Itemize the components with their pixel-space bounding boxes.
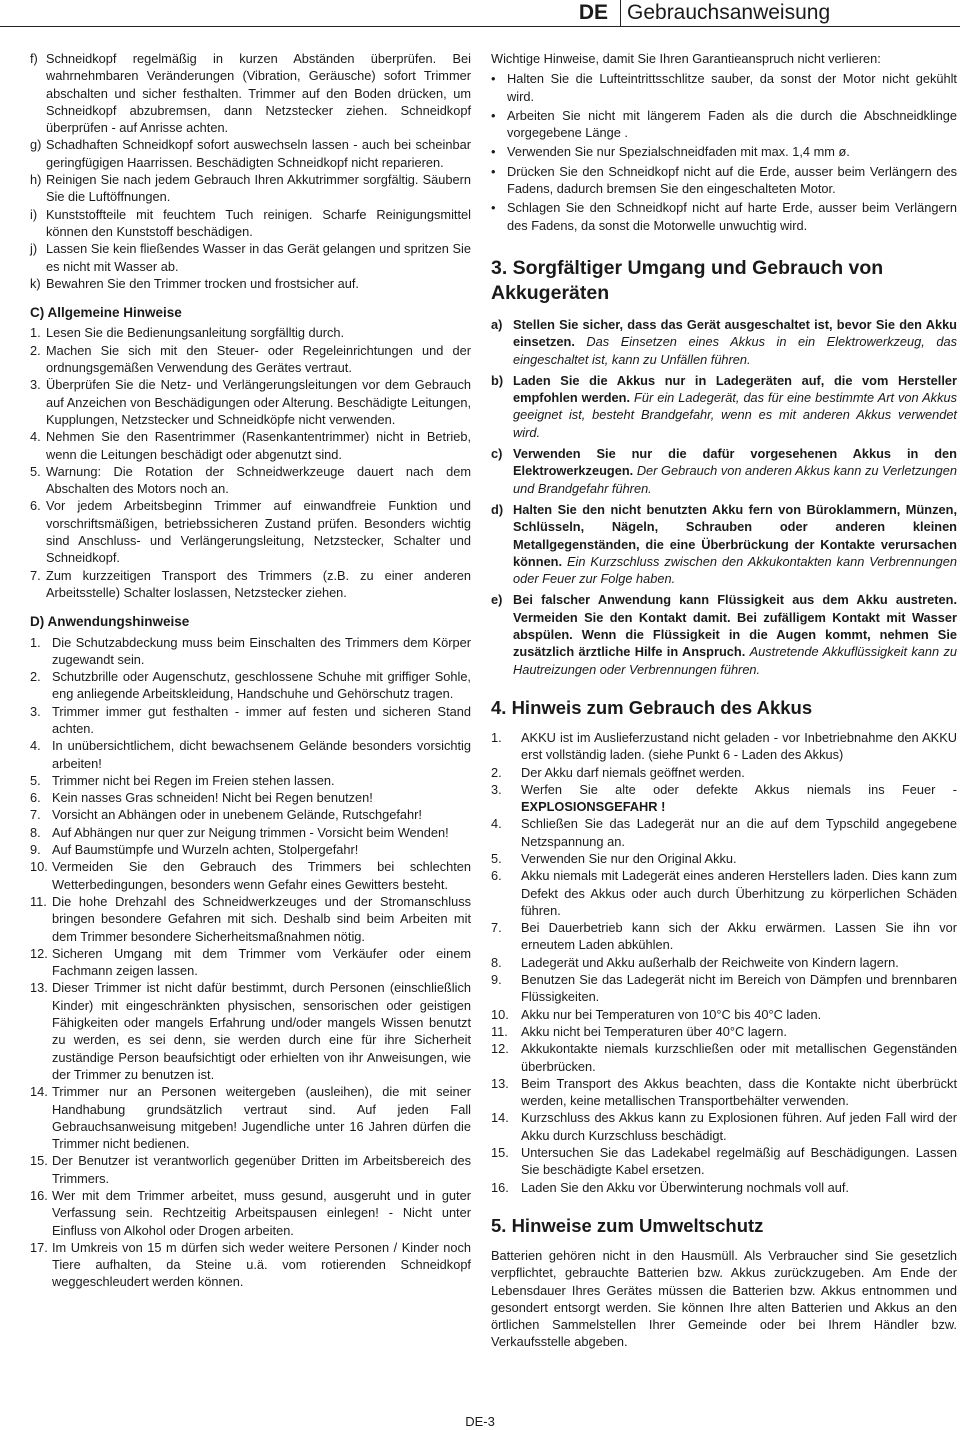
- item-italic-text: Austretende Akkuflüssigkeit kann zu Hautreizungen oder Verbrennungen führen.: [513, 644, 957, 677]
- warranty-list: [491, 70, 957, 234]
- item-label: 3.: [491, 781, 502, 797]
- item-bold-text: Laden Sie die Akkus nur in Ladegeräten auf, die vom Hersteller empfohlen werden.: [513, 372, 957, 406]
- item-label: 11.: [30, 893, 47, 909]
- item-text: Akku niemals mit Ladegerät eines anderen Herstellers laden. Dies kann zum Defekt des Akkus oder auch durch Überhitzung zu körperlichen Schäden führen.: [521, 868, 957, 918]
- list-item: [30, 979, 471, 1083]
- warranty-item: [491, 107, 957, 142]
- list-item: [30, 1152, 471, 1187]
- item-label: d): [491, 501, 504, 517]
- list-item: [30, 858, 471, 893]
- item-label: 8.: [491, 954, 502, 970]
- item-text: Akku nur bei Temperaturen von 10°C bis 40°C laden.: [521, 1006, 822, 1022]
- item-label: 6.: [491, 868, 502, 884]
- list-item: [491, 815, 957, 850]
- list-item: [491, 867, 957, 919]
- list-item: [491, 445, 957, 497]
- list-item: [491, 1006, 957, 1023]
- item-label: 13.: [491, 1075, 509, 1091]
- list-item: [491, 729, 957, 764]
- list-item: [491, 781, 957, 816]
- item-text: Nehmen Sie den Rasentrimmer (Rasenkantentrimmer) nicht in Betrieb, wenn die Leitungen beschädigt oder abgenutzt sind.: [46, 429, 471, 462]
- list-item: [30, 463, 471, 498]
- item-text: Reinigen Sie nach jedem Gebrauch Ihren Akkutrimmer sorgfältig. Säubern Sie die Luftöffnungen.: [46, 172, 471, 205]
- item-label: 4.: [491, 816, 502, 832]
- section-d-list: [30, 634, 471, 1291]
- item-text: Verwenden Sie nur den Original Akku.: [521, 850, 737, 866]
- left-column: [30, 50, 471, 1291]
- item-label: 4.: [30, 738, 41, 754]
- list-item: [30, 171, 471, 206]
- item-label: e): [491, 592, 503, 608]
- section-3-list: [491, 316, 957, 678]
- item-text: Lassen Sie kein fließendes Wasser in das Gerät gelangen und spritzen Sie es nicht mit Wasser ab.: [46, 241, 471, 274]
- item-text: Lesen Sie die Bedienungsanleitung sorgfälltig durch.: [46, 325, 345, 341]
- item-text: Schlagen Sie den Schneidkopf nicht auf harte Erde, ausser beim Verlängern des Fadens, da sonst die Motorwelle unwuchtig wird.: [507, 200, 957, 233]
- list-item: [491, 1075, 957, 1110]
- item-bold-text: Stellen Sie sicher, dass das Gerät ausgeschaltet ist, bevor Sie den Akku einsetzen.: [513, 316, 957, 350]
- item-label: 3.: [30, 377, 41, 393]
- bullet-icon: •: [491, 200, 496, 216]
- item-label: 4.: [30, 429, 41, 445]
- item-text: Der Benutzer ist verantworlich gegenüber Dritten im Arbeitsbereich des Trimmers.: [52, 1153, 471, 1186]
- warranty-item: [491, 70, 957, 105]
- header-separator: [620, 0, 621, 26]
- list-item: [30, 1187, 471, 1239]
- list-item: [30, 772, 471, 789]
- item-label: f): [30, 51, 38, 66]
- item-text: Trimmer nur an Personen weitergeben (ausleihen), die mit seiner Handhabung grundsätzlich vertraut sind. Auf jeden Fall Gebrauchsanweisung mitgeben! Jugendliche unter 16 Jahren dürfen die Trimmer nicht bedienen.: [52, 1084, 471, 1152]
- list-item: [30, 497, 471, 566]
- item-label: b): [491, 372, 504, 388]
- list-item: [30, 703, 471, 738]
- list-item: [30, 50, 471, 136]
- list-item: [30, 945, 471, 980]
- item-bold-text: Bei falscher Anwendung kann Flüssigkeit aus dem Akku austreten. Vermeiden Sie den Kontakt damit. Bei zufälligem Kontakt mit Wasser abspülen. Wenn die Flüssigkeit in die Augen kommt, nehmen Sie zusätzlich ärztliche Hilfe in Anspruch.: [513, 592, 957, 660]
- section-5-text: Batterien gehören nicht in den Hausmüll. Als Verbraucher sind Sie gesetzlich verpflichtet, gebrauchte Batterien bzw. Akkus zurückzugeben. Am Ende der Lebensdauer Ihres Gerätes müssen die Batterien bzw. Akkus entnommen und gesondert entsorgt werden. Sie können Ihre alten Batterien und Akkus an den örtlichen Sammelstellen Ihrer Gemeinde oder bei Ihrem Händler bzw. Verkaufsstelle abgeben.: [491, 1247, 957, 1350]
- item-label: 1.: [491, 729, 502, 745]
- item-label: 12.: [491, 1041, 509, 1057]
- list-item: [30, 1239, 471, 1291]
- list-item: [30, 634, 471, 669]
- item-label: 12.: [30, 945, 48, 961]
- item-text: Trimmer nicht bei Regen im Freien stehen lassen.: [52, 772, 335, 788]
- section-c-list: [30, 324, 471, 601]
- item-bold-text: Verwenden Sie nur die dafür vorgesehenen Akkus in den Elektrowerkzeugen.: [513, 446, 957, 479]
- item-text: Beim Transport des Akkus beachten, dass die Kontakte nicht überbrückt werden, keine metallischen Transportbehälter verwenden.: [521, 1075, 957, 1109]
- item-label: 2.: [491, 764, 502, 780]
- item-text: Schneidkopf regelmäßig in kurzen Abständen überprüfen. Bei wahrnehmbaren Veränderungen (Vibration, Geräusche) sofort Trimmer abschalten und sicher festhalten. Trimmer auf den Boden drücken, um Schneidkopf abzubremsen, dann Netzstecker ziehen. Schneidkopf überprüfen - auf Anrisse achten.: [46, 51, 471, 136]
- list-item: [491, 1023, 957, 1040]
- list-item: [30, 240, 471, 275]
- item-text: Laden Sie den Akku vor Überwinterung nochmals voll auf.: [521, 1179, 849, 1195]
- item-text: Dieser Trimmer ist nicht dafür bestimmt, durch Personen (einschließlich Kinder) mit eingeschränkten physischen, sensorischen oder geistigen Fähigkeiten oder mangels Erfahrung und/oder mangels Wissen benutzt zu werden, es sei denn, sie werden durch eine für ihre Sicherheit zuständige Person beaufsichtigt oder erhielten von ihr Anweisungen, wie der Trimmer zu benutzen ist.: [52, 980, 471, 1082]
- right-column: [491, 50, 957, 1351]
- list-item: [491, 1109, 957, 1144]
- section-d-title: D) Anwendungshinweise: [30, 614, 190, 630]
- item-text: Überprüfen Sie die Netz- und Verlängerungsleitungen vor dem Gebrauch auf Anzeichen von Beschädigungen oder Alterung. Beschädigte Leitungen, Kupplungen, Netzstecker und Schneidköpfe nicht verwenden.: [46, 377, 471, 427]
- item-text: Untersuchen Sie das Ladekabel regelmäßig auf Beschädigungen. Lassen Sie beschädigte Kabel ersetzen.: [521, 1145, 957, 1178]
- item-label: 8.: [30, 824, 41, 840]
- item-label: 5.: [491, 850, 502, 866]
- list-item: [30, 893, 471, 945]
- item-text: Vermeiden Sie den Gebrauch des Trimmers bei schlechten Wetterbedingungen, besonders wenn Gefahr eines Gewitters besteht.: [52, 859, 471, 892]
- list-item: [30, 324, 471, 341]
- item-italic-text: Ein Kurzschluss zwischen den Akkukontakten kann Verbrennungen oder Feuer zur Folge haben.: [513, 553, 957, 587]
- item-label: 6.: [30, 498, 41, 514]
- item-text: Trimmer immer gut festhalten - immer auf festen und sicheren Stand achten.: [52, 703, 471, 736]
- item-label: 1.: [30, 634, 41, 650]
- list-item: [30, 136, 471, 171]
- item-text: Sicheren Umgang mit dem Trimmer vom Verkäufer oder einem Fachmann zeigen lassen.: [52, 945, 471, 979]
- header-language: DE: [578, 1, 608, 24]
- list-item: [30, 668, 471, 703]
- section-3-title: 3. Sorgfältiger Umgang und Gebrauch von Akkugeräten: [491, 256, 884, 304]
- list-item: [30, 428, 471, 463]
- bullet-icon: •: [491, 144, 496, 160]
- bullet-icon: •: [491, 71, 496, 87]
- item-label: 6.: [30, 790, 41, 806]
- item-text: Die hohe Drehzahl des Schneidwerkzeuges und der Stromanschluss bringen besondere Gefahren mit sich. Deshalb sind beim Arbeiten mit dem Trimmer besondere Sicherheitsmaßnahmen nötig.: [52, 893, 471, 944]
- item-label: a): [491, 316, 503, 332]
- item-label: 3.: [30, 703, 41, 719]
- item-label: 1.: [30, 325, 41, 341]
- item-label: 14.: [491, 1110, 509, 1126]
- item-label: 10.: [491, 1006, 509, 1022]
- item-label: 5.: [30, 463, 41, 479]
- item-label: 2.: [30, 342, 41, 358]
- item-text: AKKU ist im Auslieferzustand nicht geladen - vor Inbetriebnahme den AKKU erst vollständig laden. (siehe Punkt 6 - Laden des Akkus): [521, 729, 957, 763]
- item-label: 16.: [30, 1188, 48, 1203]
- list-item: [491, 971, 957, 1006]
- item-text: Drücken Sie den Schneidkopf nicht auf die Erde, ausser beim Verlängern des Fadens, dadurch bremsen Sie den eingeschalteten Motor.: [507, 163, 957, 197]
- section-4-list: [491, 729, 957, 1196]
- page-number: DE-3: [465, 1414, 495, 1429]
- item-text: Kurzschluss des Akkus kann zu Explosionen führen. Auf jeden Fall wird der Akku durch Kurzschluss beschädigt.: [521, 1110, 957, 1143]
- list-item: [491, 1179, 957, 1196]
- item-text: Ladegerät und Akku außerhalb der Reichweite von Kindern lagern.: [521, 954, 899, 970]
- list-item: [30, 824, 471, 841]
- section-4-title: 4. Hinweis zum Gebrauch des Akkus: [491, 696, 813, 718]
- item-label: 13.: [30, 980, 48, 996]
- item-text: Kunststoffteile mit feuchtem Tuch reinigen. Scharfe Reinigungsmittel können den Kunststoff beschädigen.: [46, 206, 471, 239]
- list-item: [491, 954, 957, 971]
- item-text: Warnung: Die Rotation der Schneidwerkzeuge dauert nach dem Abschalten des Motors noch an.: [46, 463, 471, 497]
- list-item: [491, 764, 957, 781]
- list-item: [30, 342, 471, 377]
- bullet-icon: •: [491, 163, 496, 179]
- item-text: Vorsicht an Abhängen oder in unebenem Gelände, Rutschgefahr!: [52, 807, 422, 823]
- list-item: [30, 841, 471, 858]
- item-label: 9.: [30, 842, 41, 858]
- list-item: [30, 1083, 471, 1152]
- item-label: h): [30, 172, 42, 188]
- list-item: [491, 591, 957, 677]
- section-5-title: 5. Hinweise zum Umweltschutz: [491, 1214, 764, 1236]
- item-label: i): [30, 206, 38, 222]
- list-item: [491, 372, 957, 441]
- section-c-title: C) Allgemeine Hinweise: [30, 305, 182, 321]
- item-text: Arbeiten Sie nicht mit längerem Faden als die durch die Abschneidklinge vorgegebene Länge .: [507, 107, 957, 141]
- maintenance-list: [30, 50, 471, 292]
- item-label: 16.: [491, 1179, 509, 1195]
- item-label: 7.: [30, 567, 41, 583]
- item-text: Auf Abhängen nur quer zur Neigung trimmen - Vorsicht beim Wenden!: [52, 824, 449, 840]
- list-item: [491, 501, 957, 587]
- list-item: [491, 919, 957, 954]
- item-label: k): [30, 275, 41, 291]
- item-label: g): [30, 137, 42, 153]
- item-label: 17.: [30, 1239, 48, 1255]
- item-label: 15.: [491, 1145, 509, 1161]
- item-text: Der Akku darf niemals geöffnet werden.: [521, 764, 745, 780]
- item-text: Im Umkreis von 15 m dürfen sich weder weitere Personen / Kinder noch Tiere aufhalten, da Steine u.ä. vom rotierenden Schneidkopf weggeschleudert werden können.: [52, 1239, 471, 1290]
- list-item: [30, 206, 471, 241]
- item-text: Schadhaften Schneidkopf sofort auswechseln lassen - auch bei scheinbar geringfügigen Haarrissen. Beschädigten Schneidkopf nicht reparieren.: [46, 137, 471, 170]
- list-item: [491, 316, 957, 368]
- warranty-item: [491, 199, 957, 234]
- list-item: [30, 275, 471, 292]
- item-text: Vor jedem Arbeitsbeginn Trimmer auf einwandfreie Funktion und vorschriftsmäßigen, betriebssicheren Zustand prüfen. Besonders wichtig sind Anschluss- und Verlängerungsleitung, Netzstecker, Schalter und Schneidkopf.: [46, 498, 471, 566]
- item-text: Machen Sie sich mit den Steuer- oder Regeleinrichtungen und der ordnungsgemäßen Verwendung des Gerätes vertraut.: [46, 342, 471, 376]
- list-item: [491, 1040, 957, 1075]
- list-item: [491, 1144, 957, 1179]
- item-label: 11.: [491, 1023, 508, 1039]
- item-text: In unübersichtlichem, dicht bewachsenem Gelände besonders vorsichtig arbeiten!: [52, 738, 471, 771]
- list-item: [30, 376, 471, 428]
- item-text: Auf Baumstümpfe und Wurzeln achten, Stolpergefahr!: [52, 842, 359, 858]
- item-label: 7.: [491, 920, 502, 936]
- item-label: 10.: [30, 859, 48, 875]
- item-label: 5.: [30, 772, 41, 788]
- item-text: Zum kurzzeitigen Transport des Trimmers (z.B. zu einer anderen Arbeitsstelle) Schalter loslassen, Netzstecker ziehen.: [46, 567, 471, 600]
- item-label: 2.: [30, 669, 41, 685]
- item-label: 15.: [30, 1153, 48, 1169]
- list-item: [30, 789, 471, 806]
- item-text: Akku nicht bei Temperaturen über 40°C lagern.: [521, 1023, 787, 1039]
- item-text: Die Schutzabdeckung muss beim Einschalten des Trimmers dem Körper zugewandt sein.: [52, 634, 471, 667]
- item-text: Benutzen Sie das Ladegerät nicht im Bereich von Dämpfen und brennbaren Flüssigkeiten.: [521, 972, 957, 1005]
- item-label: j): [30, 241, 38, 257]
- item-text: Werfen Sie alte oder defekte Akkus niemals ins Feuer -: [521, 781, 957, 797]
- item-text: Verwenden Sie nur Spezialschneidfaden mit max. 1,4 mm ø.: [507, 144, 850, 160]
- item-label: 14.: [30, 1084, 48, 1100]
- item-text: Schutzbrille oder Augenschutz, geschlossene Schuhe mit griffiger Sohle, eng anliegende Arbeitskleidung, Handschuhe und Gehörschutz tragen.: [52, 669, 471, 702]
- warranty-item: [491, 143, 957, 160]
- item-italic-text: Das Einsetzen eines Akkus in ein Elektrowerkzeug, das eingeschaltet ist, kann zu Unfällen führen.: [513, 334, 957, 367]
- item-label: 7.: [30, 807, 41, 823]
- item-italic-text: Für ein Ladegerät, das für eine bestimmte Art von Akkus geeignet ist, besteht Brandgefahr, wenn es mit anderen Akkus verwendet wird.: [513, 390, 957, 440]
- item-italic-text: Der Gebrauch von anderen Akkus kann zu Verletzungen und Brandgefahr führen.: [513, 463, 957, 496]
- list-item: [30, 806, 471, 823]
- item-bold-text: Halten Sie den nicht benutzten Akku fern von Büroklammern, Münzen, Schlüsseln, Nägeln, Schrauben oder anderen kleinen Metallgegenständen, die eine Überbrückung der Kontakte verursachen können.: [513, 501, 957, 569]
- list-item: [30, 737, 471, 772]
- item-text: Halten Sie die Lufteintrittsschlitze sauber, da sonst der Motor nicht gekühlt wird.: [507, 71, 957, 104]
- item-text: Kein nasses Gras schneiden! Nicht bei Regen benutzen!: [52, 790, 373, 806]
- list-item: [30, 567, 471, 602]
- item-text: Bewahren Sie den Trimmer trocken und frostsicher auf.: [46, 275, 359, 291]
- warranty-item: [491, 163, 957, 198]
- item-text: Bei Dauerbetrieb kann sich der Akku erwärmen. Lassen Sie ihn vor erneutem Laden abkühlen.: [521, 920, 957, 953]
- item-text: Akkukontakte niemals kurzschließen oder mit metallischen Gegenständen überbrücken.: [521, 1041, 957, 1074]
- item-text: Schließen Sie das Ladegerät nur an die auf dem Typschild angegebene Netzspannung an.: [521, 816, 957, 849]
- bullet-icon: •: [491, 107, 496, 123]
- item-bold-text: EXPLOSIONSGEFAHR !: [521, 799, 666, 815]
- item-label: c): [491, 446, 503, 462]
- header-title: Gebrauchsanweisung: [627, 1, 831, 24]
- warranty-intro: Wichtige Hinweise, damit Sie Ihren Garantieanspruch nicht verlieren:: [491, 51, 881, 66]
- item-label: 9.: [491, 972, 502, 988]
- item-text: Wer mit dem Trimmer arbeitet, muss gesund, ausgeruht und in guter Verfassung sein. Rechtzeitig Arbeitspausen einlegen! - Nicht unter Einfluss von Alkohol oder Drogen arbeiten.: [52, 1188, 471, 1238]
- list-item: [491, 850, 957, 867]
